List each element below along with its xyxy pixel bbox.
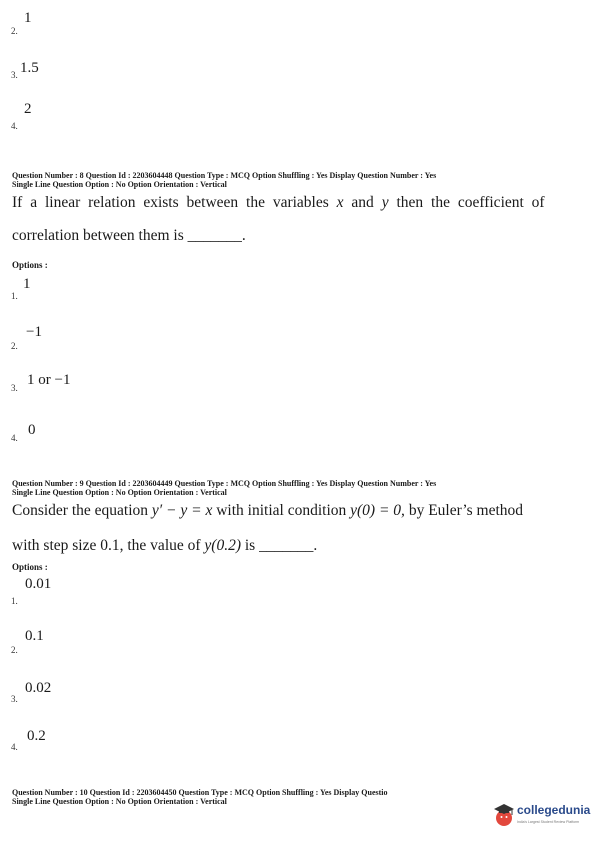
q8-option-2-number: 2.: [11, 341, 18, 351]
q8-option-2-text: −1: [26, 324, 42, 340]
q9-question-line1: [12, 502, 523, 520]
q9-option-4-number: 4.: [11, 742, 18, 752]
q8-text-and: and: [343, 194, 382, 211]
q8-text-b: then the coefficient of: [388, 194, 545, 211]
q8-option-4-number: 4.: [11, 433, 18, 443]
q9-option-1-number: 1.: [11, 596, 18, 606]
q8-var-y: y: [381, 194, 389, 211]
q9-line2-var: y(0.2): [204, 537, 241, 554]
q9-meta-line1: Question Number : 9 Question Id : 2203604449 Question Type : MCQ Option Shuffling : Yes Display Question Number : Yes: [12, 479, 437, 488]
q10-meta-line1: Question Number : 10 Question Id : 2203604450 Question Type : MCQ Option Shuffling : Yes Display Questio: [12, 788, 388, 797]
q8-meta-line2: Single Line Question Option : No Option Orientation : Vertical: [12, 180, 227, 189]
q9-condition: y(0) = 0,: [350, 502, 405, 519]
q8-options-label: Options :: [12, 260, 48, 270]
q9-meta-line2: Single Line Question Option : No Option Orientation : Vertical: [12, 488, 227, 497]
q9-text-a: Consider the equation: [12, 502, 152, 519]
prev-option-2-text: 1: [24, 10, 32, 26]
q9-option-3-text: 0.02: [25, 680, 52, 696]
q9-option-4-text: 0.2: [27, 728, 46, 744]
prev-option-3-number: 3.: [11, 70, 18, 80]
q9-option-1-text: 0.01: [25, 576, 52, 592]
q9-line2-a: with step size 0.1, the value of: [12, 537, 205, 554]
q8-question-line1: [12, 194, 545, 212]
q9-option-2-text: 0.1: [25, 628, 44, 644]
q8-meta-line1: Question Number : 8 Question Id : 2203604448 Question Type : MCQ Option Shuffling : Yes Display Question Number : Yes: [12, 171, 437, 180]
logo-tagline: India's Largest Student Review Platform: [517, 820, 580, 824]
q8-option-4-text: 0: [28, 422, 36, 438]
q9-text-c: by Euler’s method: [404, 502, 524, 519]
q9-option-2-number: 2.: [11, 645, 18, 655]
q9-line2-b: is _______.: [241, 537, 318, 554]
q10-meta-line2: Single Line Question Option : No Option Orientation : Vertical: [12, 797, 227, 806]
q8-option-1-number: 1.: [11, 291, 18, 301]
graduate-cap-icon: [493, 802, 515, 828]
q8-var-x: x: [336, 194, 344, 211]
prev-option-2-number: 2.: [11, 26, 18, 36]
q8-option-3-number: 3.: [11, 383, 18, 393]
prev-option-4-text: 2: [24, 101, 32, 117]
logo-name: collegedunia: [517, 803, 591, 817]
q9-option-3-number: 3.: [11, 694, 18, 704]
q8-option-3-text: 1 or −1: [27, 372, 71, 388]
q8-option-1-text: 1: [23, 276, 31, 292]
q8-text-a: If a linear relation exists between the variables: [12, 194, 337, 211]
q8-question-line2: correlation between them is _______.: [12, 227, 246, 244]
prev-option-4-number: 4.: [11, 121, 18, 131]
q9-equation: y′ − y = x: [151, 502, 213, 519]
collegedunia-logo: [492, 800, 592, 834]
q9-text-b: with initial condition: [212, 502, 351, 519]
q9-options-label: Options :: [12, 562, 48, 572]
q9-question-line2: [12, 537, 317, 555]
prev-option-3-text: 1.5: [20, 60, 39, 76]
